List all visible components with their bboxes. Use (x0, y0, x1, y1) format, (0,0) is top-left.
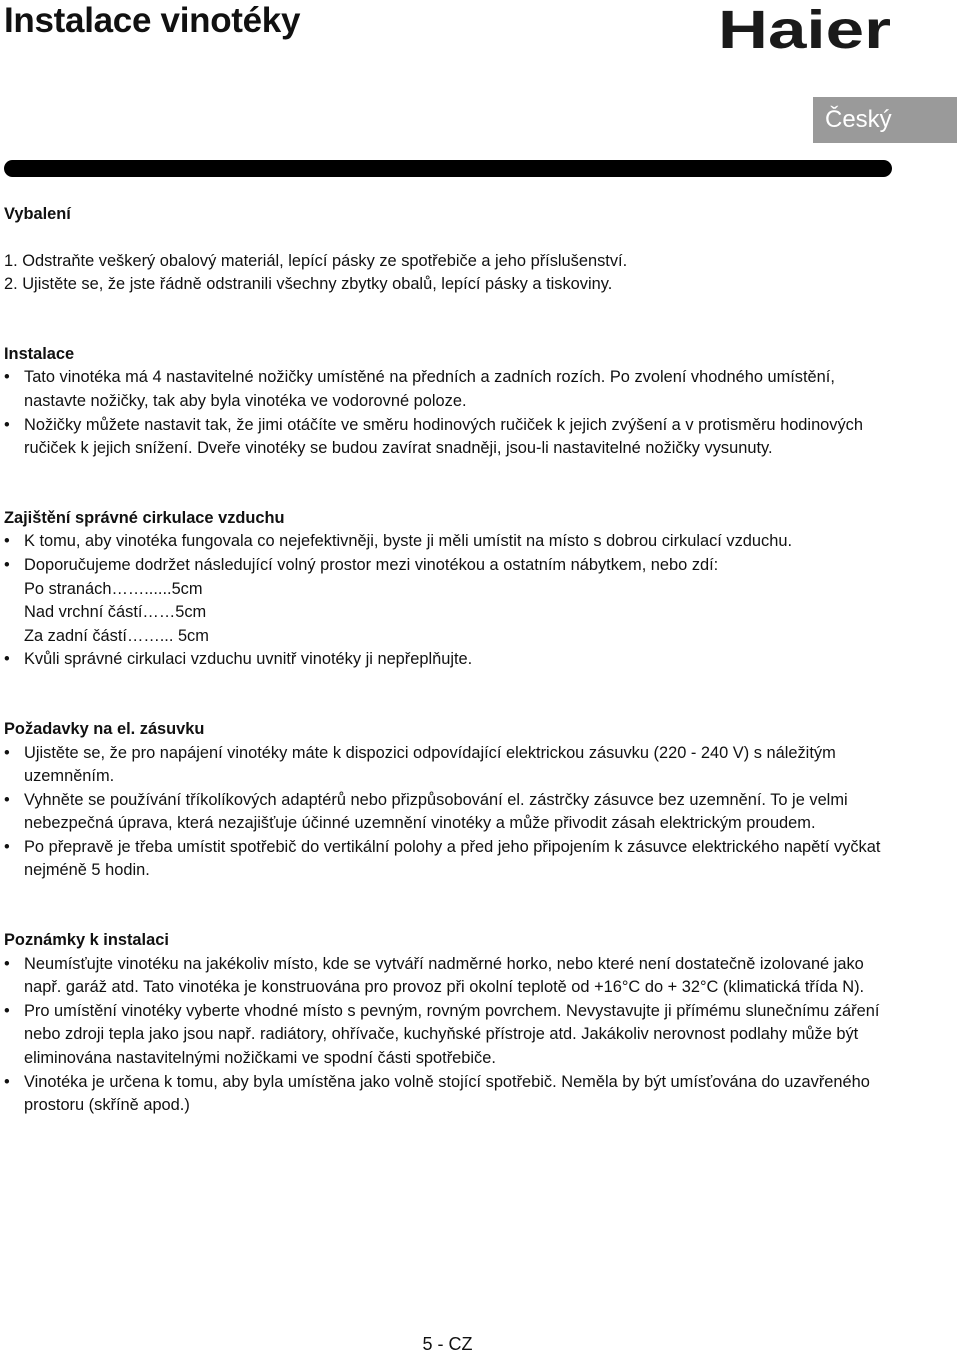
page-number: 5 - CZ (422, 1334, 473, 1354)
bullet-list (4, 953, 894, 1118)
list-item: • Nožičky můžete nastavit tak, že jimi otáčíte ve směru hodinových ručiček k jejich zvýšení a v protisměru hodinových ručiček k jejich snížení. Dveře vinotéky se budou zavírat snadněji, jsou-li nastavitelné nožičky vysunuty. (4, 414, 894, 461)
list-item: 1. Odstraňte veškerý obalový materiál, lepící pásky ze spotřebiče a jeho příslušenství. (4, 251, 628, 270)
list-item: • K tomu, aby vinotéka fungovala co nejefektivněji, byste ji měli umístit na místo s dobrou cirkulací vzduchu. (4, 530, 894, 554)
section-heading: Poznámky k instalaci (4, 931, 169, 950)
list-item: • Neumísťujte vinotéku na jakékoliv místo, kde se vytváří nadměrné horko, nebo které není dostatečně izolované jako např. garáž atd. Tato vinotéka je konstruována pro provoz při okolní teplotě od +16°C do + 32°C (klimatická třída N). (4, 953, 894, 1000)
bullet-list (4, 366, 894, 460)
list-item: • Vyhněte se používání tříkolíkových adaptérů nebo přizpůsobování el. zástrčky zásuvce bez uzemnění. To je velmi nebezpečná úprava, která nezajišťuje účinné uzemnění vinotéky a může přivodit zásah elektrickým proudem. (4, 789, 894, 836)
list-item: • Kvůli správné cirkulaci vzduchu uvnitř vinotéky ji nepřeplňujte. (4, 648, 894, 672)
numbered-list (4, 250, 894, 297)
list-item-text: • Doporučujeme dodržet následující volný prostor mezi vinotékou a ostatním nábytkem, nebo zdí: (24, 555, 719, 574)
clearance-sides: Po stranách……......5cm (24, 579, 203, 598)
section-heading: Zajištění správné cirkulace vzduchu (4, 508, 285, 527)
list-item: • Vinotéka je určena k tomu, aby byla umístěna jako volně stojící spotřebič. Neměla by být umísťována do uzavřeného prostoru (skříně apod.) (4, 1071, 894, 1118)
section-vybaleni (4, 203, 894, 297)
section-instalace (4, 343, 894, 461)
list-item: • Tato vinotéka má 4 nastavitelné nožičky umístěné na předních a zadních rozích. Po zvolení vhodného umístění, nastavte nožičky, tak aby byla vinotéka ve vodorovné poloze. (4, 366, 894, 413)
bullet-list (4, 530, 894, 672)
section-heading: Požadavky na el. zásuvku (4, 719, 205, 738)
section-heading: Instalace (4, 344, 75, 363)
list-item: • Ujistěte se, že pro napájení vinotéky máte k dispozici odpovídající elektrickou zásuvku (220 - 240 V) s náležitým uzemněním. (4, 742, 894, 789)
clearance-top: Nad vrchní částí……5cm (24, 603, 207, 622)
list-item: 2. Ujistěte se, že jste řádně odstranili všechny zbytky obalů, lepící pásky a tiskoviny. (4, 275, 613, 294)
haier-logo-text: Haier (718, 2, 891, 54)
section-zasuvka (4, 718, 894, 883)
header-divider (4, 160, 892, 177)
list-item: • Pro umístění vinotéky vyberte vhodné místo s pevným, rovným povrchem. Nevystavujte ji přímému slunečnímu záření nebo zdroji tepla jako jsou např. radiátory, ohřívače, kuchyňské přístroje atd. Jakákoliv nerovnost podlahy může být eliminována nastavitelnými nožičkami ve spodní části spotřebiče. (4, 1000, 894, 1071)
section-poznamky (4, 929, 894, 1118)
section-heading: Vybalení (4, 205, 71, 223)
section-cirkulace (4, 507, 894, 672)
clearance-back: Za zadní částí……... 5cm (24, 626, 209, 645)
document-body (4, 203, 894, 1118)
page-title: Instalace vinotéky (4, 1, 301, 40)
haier-logo (718, 2, 893, 54)
list-item: • Po přepravě je třeba umístit spotřebič do vertikální polohy a před jeho připojením k zásuvce elektrického napětí vyčkat nejméně 5 hodin. (4, 836, 894, 883)
language-badge: Český (813, 97, 957, 143)
list-item (4, 554, 894, 648)
bullet-list (4, 742, 894, 884)
